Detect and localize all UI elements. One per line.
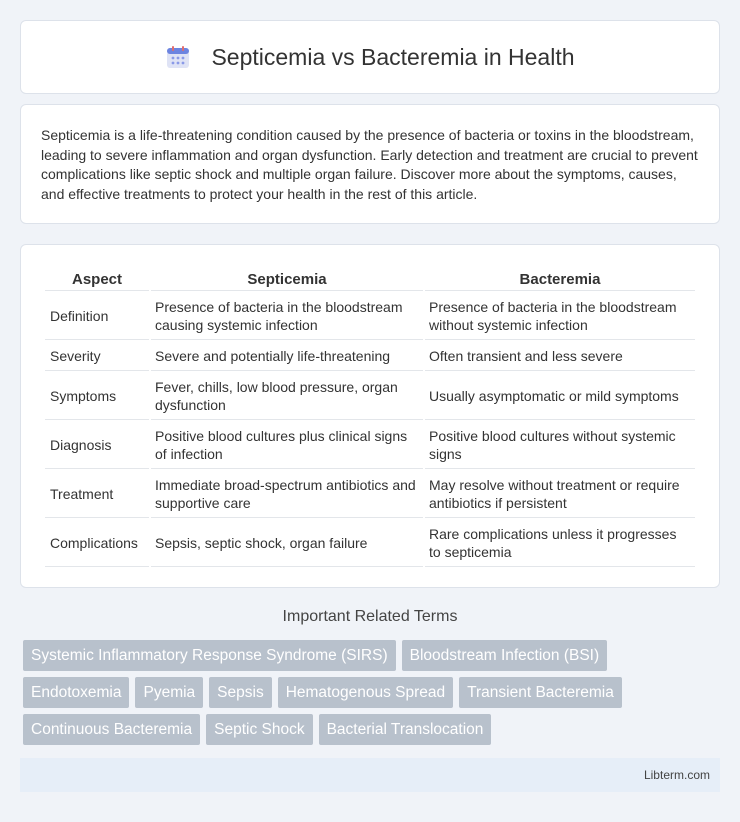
footer [20,758,720,792]
related-term-tag[interactable]: Bacterial Translocation [319,714,492,745]
related-terms-title: Important Related Terms [282,608,458,625]
row-aspect: Treatment [45,471,149,518]
row-septicemia: Immediate broad-spectrum antibiotics and supportive care [151,471,423,518]
row-bacteremia: Positive blood cultures without systemic signs [425,422,695,469]
column-header-aspect: Aspect [45,267,149,291]
row-bacteremia: Rare complications unless it progresses to septicemia [425,520,695,567]
row-aspect: Complications [45,520,149,567]
table-row [45,471,695,518]
table-header-row [45,267,695,291]
table-row [45,373,695,420]
row-septicemia: Severe and potentially life-threatening [151,342,423,371]
related-term-tag[interactable]: Continuous Bacteremia [23,714,200,745]
column-header-septicemia: Septicemia [151,267,423,291]
intro-card [20,104,720,224]
related-term-tag[interactable]: Transient Bacteremia [459,677,622,708]
table-row [45,293,695,340]
column-header-bacteremia: Bacteremia [425,267,695,291]
row-bacteremia: Often transient and less severe [425,342,695,371]
footer-brand-link[interactable]: Libterm.com [643,768,710,782]
row-bacteremia: Usually asymptomatic or mild symptoms [425,373,695,420]
row-septicemia: Positive blood cultures plus clinical signs of infection [151,422,423,469]
row-aspect: Definition [45,293,149,340]
table-row [45,520,695,567]
related-term-tag[interactable]: Hematogenous Spread [278,677,453,708]
table-row [45,342,695,371]
related-term-tag[interactable]: Endotoxemia [23,677,129,708]
related-term-tag[interactable]: Bloodstream Infection (BSI) [402,640,608,671]
row-bacteremia: May resolve without treatment or require antibiotics if persistent [425,471,695,518]
row-septicemia: Presence of bacteria in the bloodstream causing systemic infection [151,293,423,340]
table-row [45,422,695,469]
row-bacteremia: Presence of bacteria in the bloodstream without systemic infection [425,293,695,340]
intro-text: Septicemia is a life-threatening condition caused by the presence of bacteria or toxins in the bloodstream, leading to severe inflammation and organ dysfunction. Early detection and treatment are crucial to prevent complications like septic shock and multiple organ failure. Discover more about the symptoms, causes, and effective treatments to protect your health in the rest of this article. [41,127,698,202]
related-terms-list [23,640,723,751]
row-aspect: Severity [45,342,149,371]
row-aspect: Diagnosis [45,422,149,469]
related-term-tag[interactable]: Sepsis [209,677,272,708]
related-term-tag[interactable]: Pyemia [135,677,203,708]
comparison-card [20,244,720,588]
row-septicemia: Fever, chills, low blood pressure, organ dysfunction [151,373,423,420]
related-term-tag[interactable]: Systemic Inflammatory Response Syndrome (SIRS) [23,640,396,671]
comparison-table [43,265,697,569]
row-aspect: Symptoms [45,373,149,420]
related-term-tag[interactable]: Septic Shock [206,714,312,745]
row-septicemia: Sepsis, septic shock, organ failure [151,520,423,567]
calendar-icon [165,44,191,70]
header-card [20,20,720,94]
page-title: Septicemia vs Bacteremia in Health [211,43,575,70]
